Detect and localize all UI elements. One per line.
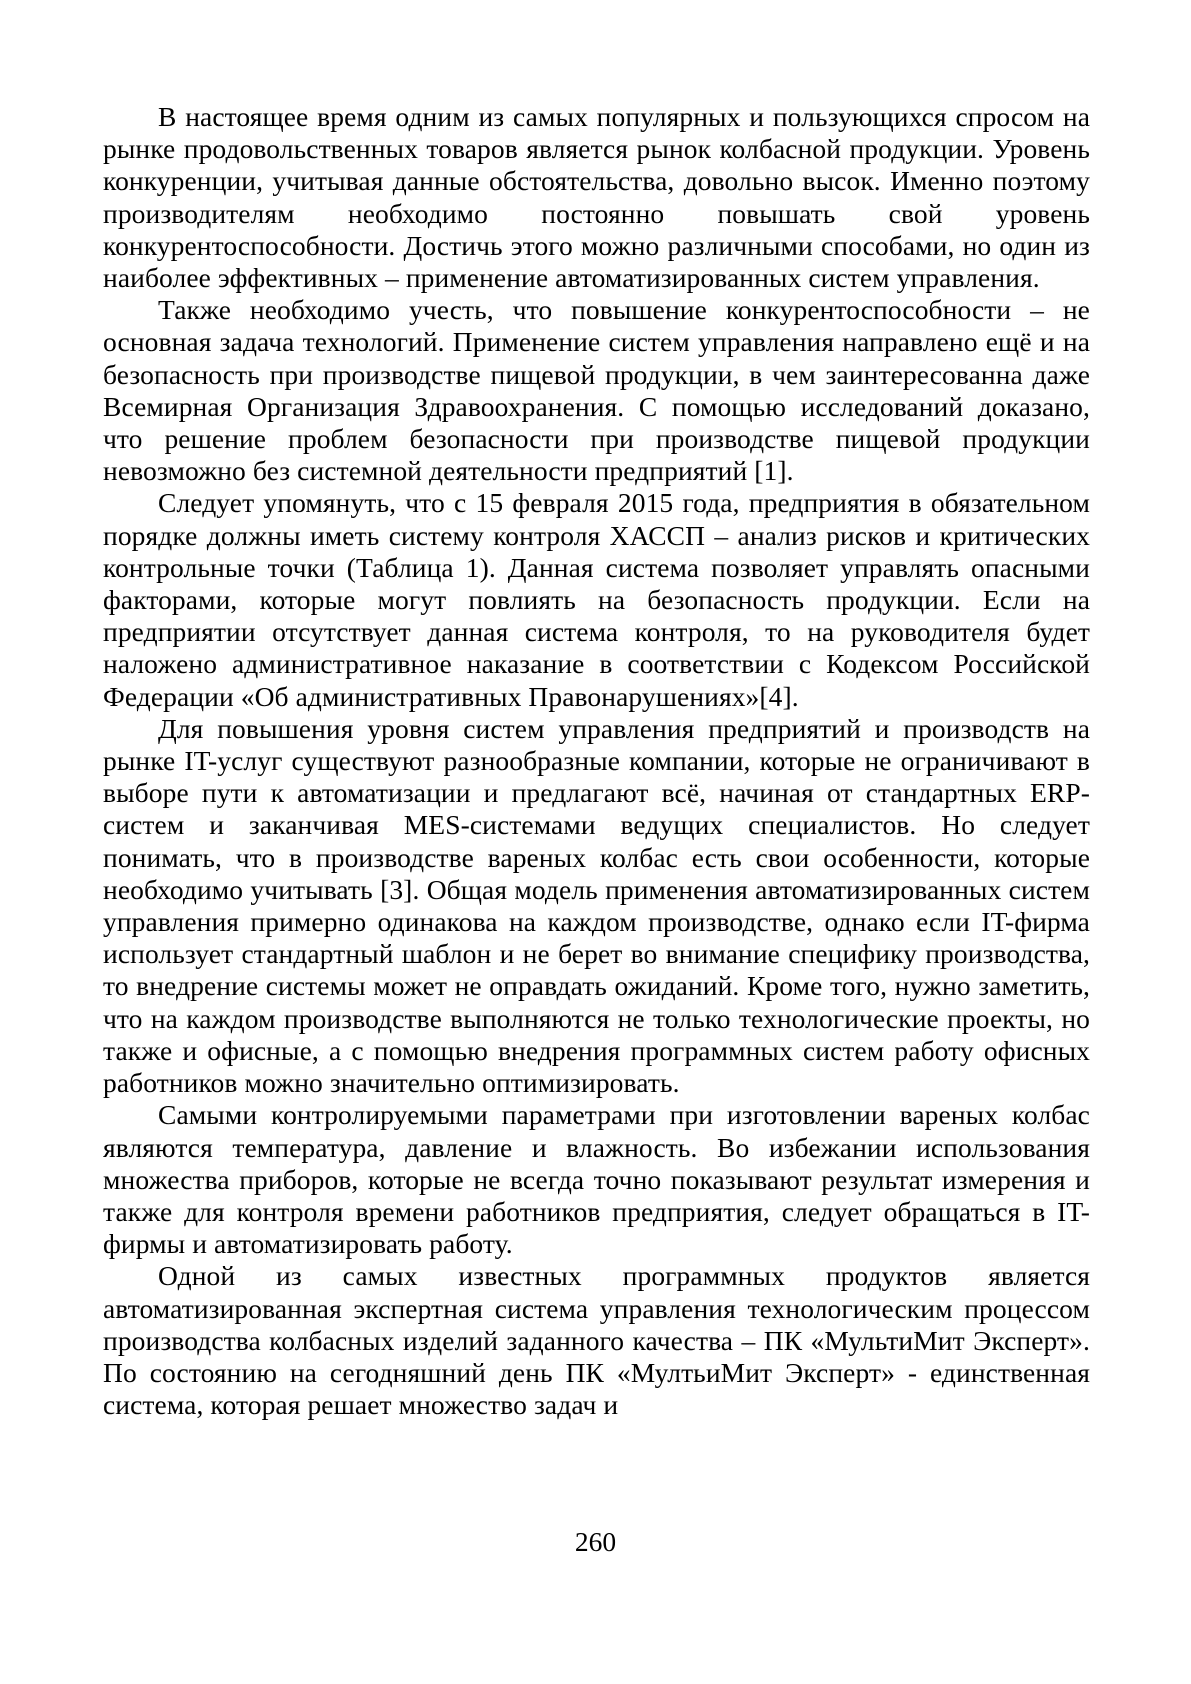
article-body <box>103 101 1090 1421</box>
paragraph-3: Следует упомянуть, что с 15 февраля 2015 года, предприятия в обязательном порядке должны иметь систему контроля ХАССП – анализ рисков и критических контрольные точки (Таблица 1). Данная система позволяет управлять опасными факторами, которые могут повлиять на безопасность продукции. Если на предприятии отсутствует данная система контроля, то на руководителя будет наложено административное наказание в соответствии с Кодексом Российской Федерации «Об административных Правонарушениях»[4]. <box>103 487 1090 712</box>
paragraph-5: Самыми контролируемыми параметрами при изготовлении вареных колбас являются температура, давление и влажность. Во избежании использования множества приборов, которые не всегда точно показывают результат измерения и также для контроля времени работников предприятия, следует обращаться в IT-фирмы и автоматизировать работу. <box>103 1099 1090 1260</box>
page-number: 260 <box>574 1526 617 1557</box>
paragraph-6: Одной из самых известных программных продуктов является автоматизированная экспертная система управления технологическим процессом производства колбасных изделий заданного качества – ПК «МультиМит Эксперт». По состоянию на сегодняшний день ПК «МултьиМит Эксперт» - единственная система, которая решает множество задач и <box>103 1260 1090 1421</box>
paragraph-1: В настоящее время одним из самых популярных и пользующихся спросом на рынке продовольственных товаров является рынок колбасной продукции. Уровень конкуренции, учитывая данные обстоятельства, довольно высок. Именно поэтому производителям необходимо постоянно повышать свой уровень конкурентоспособности. Достичь этого можно различными способами, но один из наиболее эффективных – применение автоматизированных систем управления. <box>103 101 1090 294</box>
paragraph-2: Также необходимо учесть, что повышение конкурентоспособности – не основная задача технологий. Применение систем управления направлено ещё и на безопасность при производстве пищевой продукции, в чем заинтересованна даже Всемирная Организация Здравоохранения. С помощью исследований доказано, что решение проблем безопасности при производстве пищевой продукции невозможно без системной деятельности предприятий [1]. <box>103 294 1090 487</box>
paragraph-4: Для повышения уровня систем управления предприятий и производств на рынке IT-услуг существуют разнообразные компании, которые не ограничивают в выборе пути к автоматизации и предлагают всё, начиная от стандартных ERP-систем и заканчивая MES-системами ведущих специалистов. Но следует понимать, что в производстве вареных колбас есть свои особенности, которые необходимо учитывать [3]. Общая модель применения автоматизированных систем управления примерно одинакова на каждом производстве, однако если IT-фирма использует стандартный шаблон и не берет во внимание специфику производства, то внедрение системы может не оправдать ожиданий. Кроме того, нужно заметить, что на каждом производстве выполняются не только технологические проекты, но также и офисные, а с помощью внедрения программных систем работу офисных работников можно значительно оптимизировать. <box>103 712 1090 1099</box>
